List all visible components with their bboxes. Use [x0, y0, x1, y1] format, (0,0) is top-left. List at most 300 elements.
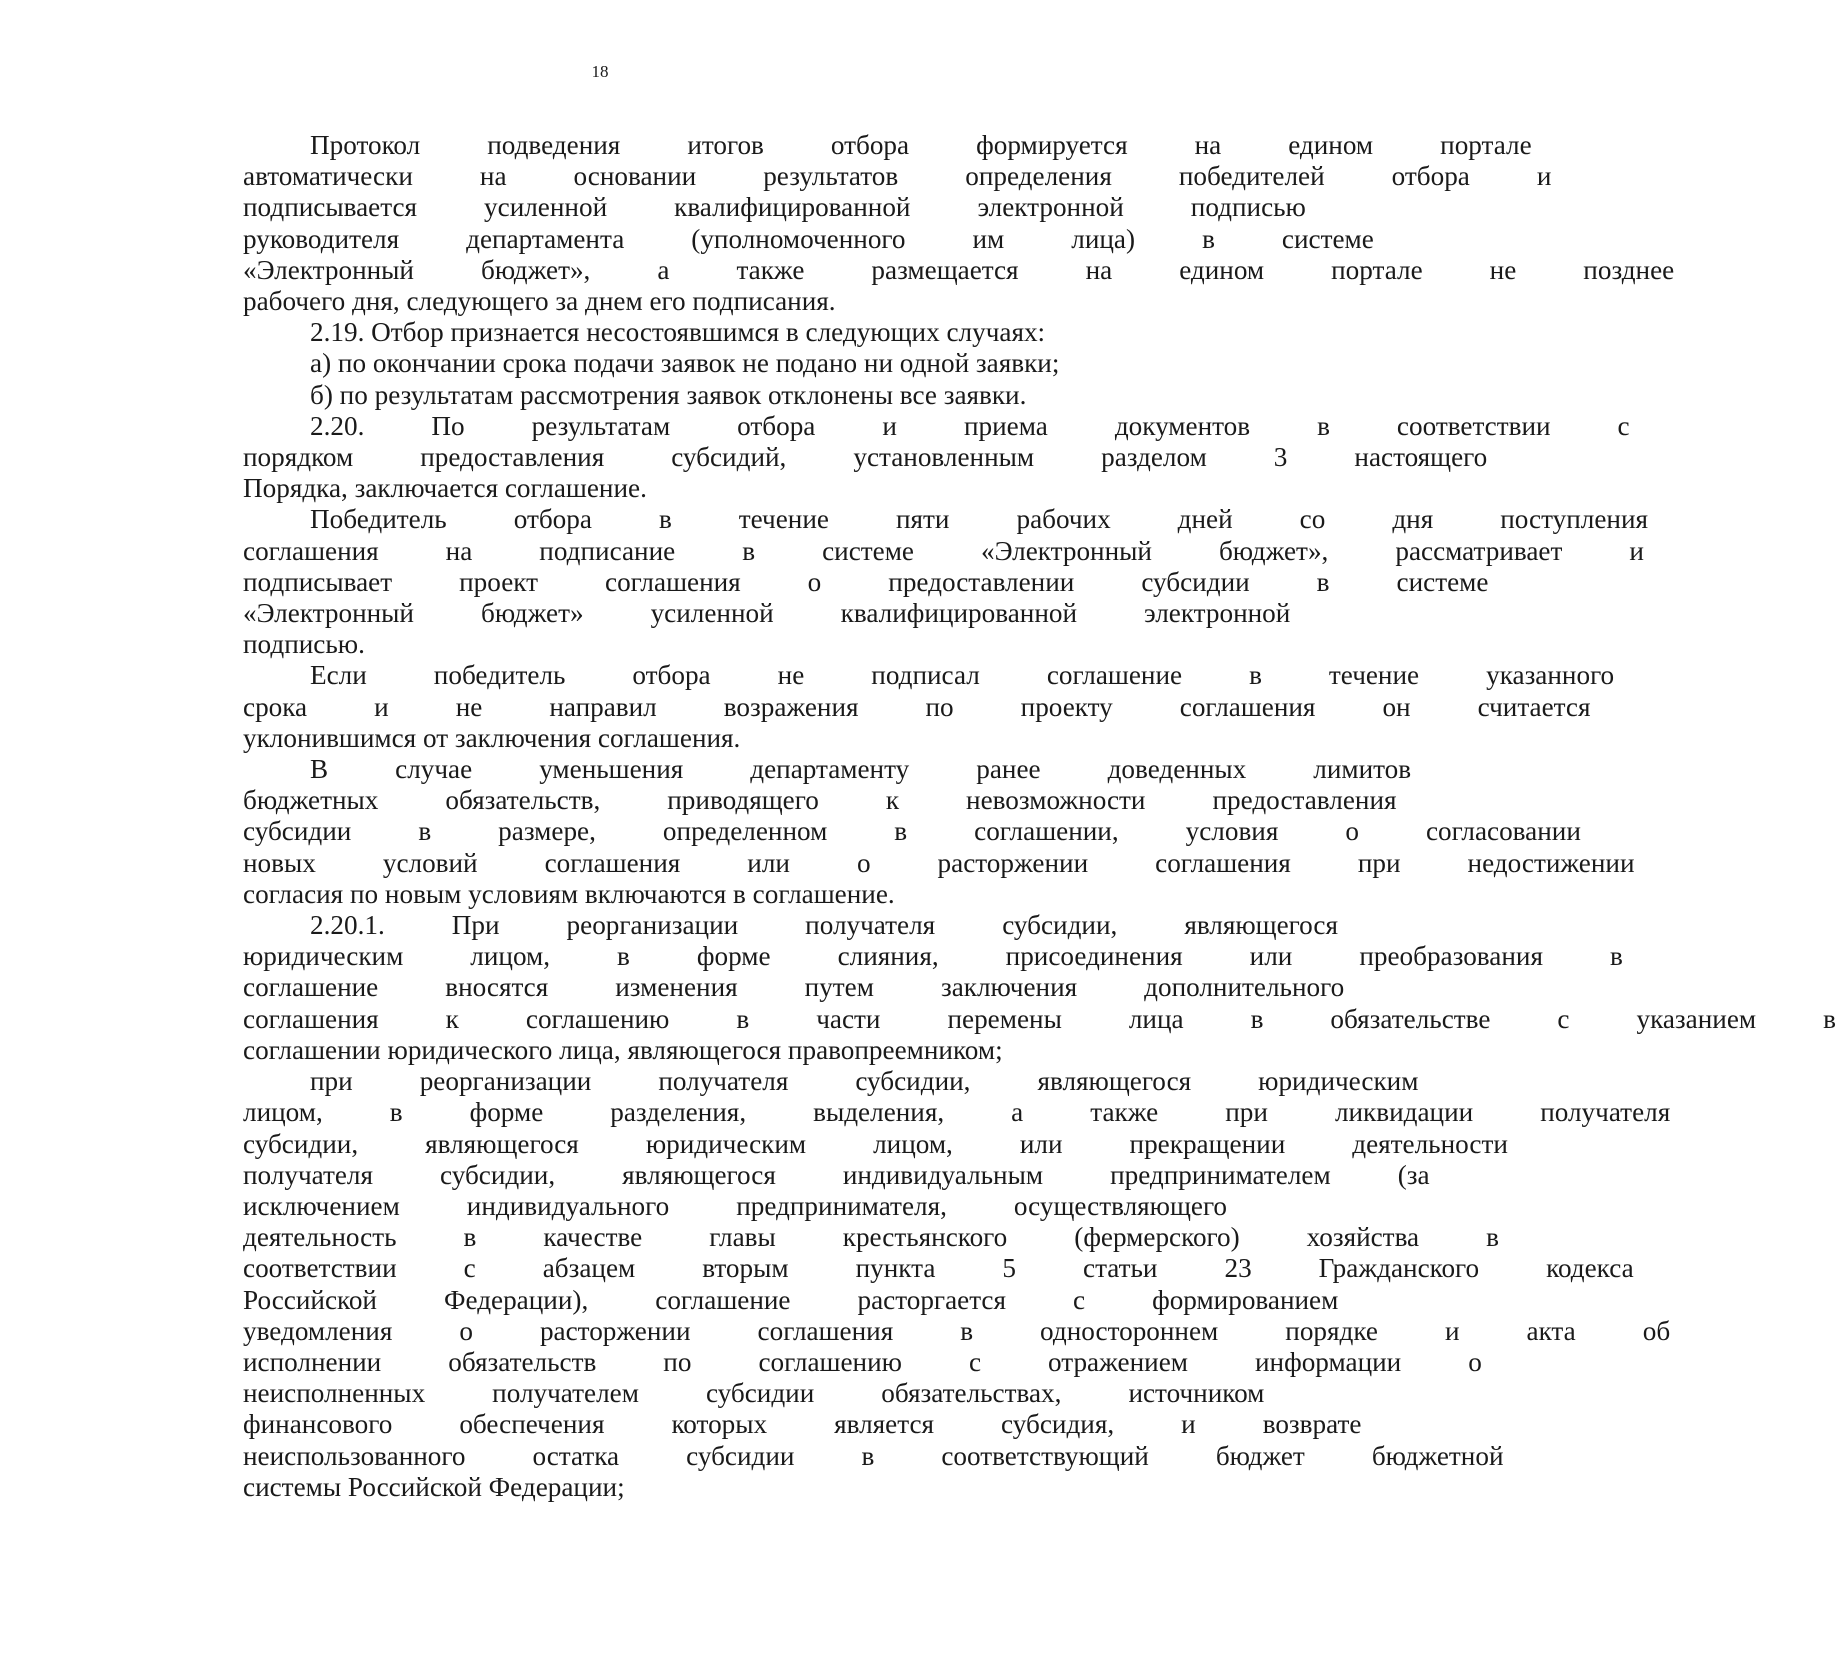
word: слияния,: [837, 941, 939, 972]
word: установленным: [853, 442, 1035, 473]
word: субсидии,: [855, 1066, 971, 1097]
word: По: [431, 410, 465, 441]
word: бюджет»,: [480, 254, 591, 285]
word: со: [1299, 504, 1326, 535]
word: в: [1202, 223, 1215, 254]
word: системе: [822, 535, 914, 566]
word: департамента: [466, 223, 625, 254]
word: возражения: [723, 691, 859, 722]
text-line: 2.19. Отбор признается несостоявшимся в следующих случаях:: [310, 317, 1046, 348]
word: автоматически: [243, 161, 413, 192]
word: форме: [469, 1097, 544, 1128]
word: Победитель: [310, 504, 447, 535]
word: бюджетной: [1371, 1440, 1504, 1471]
word: подписал: [871, 660, 980, 691]
word: разделения,: [610, 1097, 747, 1128]
document-body: [176, 130, 1836, 1503]
word: заключения: [940, 972, 1078, 1003]
word: статьи: [1083, 1253, 1158, 1284]
word: в: [418, 816, 432, 847]
text-line: б) по результатам рассмотрения заявок отклонены все заявки.: [310, 379, 1027, 410]
word: предоставления: [1212, 785, 1397, 816]
word: в: [389, 1097, 403, 1128]
word: в: [658, 504, 672, 535]
word: соглашение: [655, 1284, 791, 1315]
word: не: [455, 691, 483, 722]
word: уменьшения: [539, 754, 684, 785]
word: соглашению: [525, 1003, 670, 1034]
word: соглашения: [757, 1315, 894, 1346]
word: или: [1019, 1128, 1063, 1159]
word: Российской: [243, 1284, 377, 1315]
word: реорганизации: [566, 910, 739, 941]
word: при: [1225, 1097, 1268, 1128]
text-line: [176, 1190, 1228, 1222]
word: департаменту: [750, 754, 910, 785]
word: расторжении: [539, 1315, 691, 1346]
word: акта: [1526, 1315, 1576, 1346]
word: предоставления: [420, 442, 605, 473]
word: формированием: [1152, 1284, 1339, 1315]
word: к: [445, 1003, 459, 1034]
word: результатов: [763, 161, 899, 192]
word: отбора: [513, 504, 592, 535]
word: подписывается: [243, 192, 418, 223]
text-line: [176, 535, 1644, 567]
word: течение: [1328, 660, 1420, 691]
word: дополнительного: [1144, 972, 1345, 1003]
word: отбора: [737, 410, 816, 441]
word: подписывает: [243, 566, 393, 597]
text-line: [176, 1409, 1362, 1440]
word: в: [861, 1440, 875, 1471]
word: главы: [709, 1222, 776, 1253]
word: и: [1181, 1409, 1196, 1440]
word: случае: [395, 754, 473, 785]
text-line: [176, 598, 1291, 629]
word: квалифицированной: [840, 598, 1078, 629]
word: исключением: [243, 1190, 400, 1221]
text-line: [176, 1253, 1634, 1284]
word: течение: [738, 504, 829, 535]
word: перемены: [947, 1003, 1062, 1034]
word: лимитов: [1313, 754, 1412, 785]
text-line: Порядка, заключается соглашение.: [243, 473, 647, 504]
word: (уполномоченного: [691, 223, 906, 254]
paragraph-reorg-division: [176, 1066, 1671, 1503]
word: соглашение: [1046, 660, 1183, 691]
word: а: [657, 254, 670, 285]
word: указанием: [1636, 1003, 1757, 1034]
word: обеспечения: [459, 1409, 605, 1440]
word: юридическим: [243, 941, 404, 972]
word: соответствии: [243, 1253, 397, 1284]
word: подписью: [1190, 192, 1306, 223]
text-line: [176, 1128, 1508, 1160]
word: субсидии: [686, 1440, 795, 1471]
word: субсидии: [243, 816, 352, 847]
word: бюджет»: [480, 598, 584, 629]
word: лицом,: [243, 1097, 323, 1128]
word: хозяйства: [1306, 1222, 1420, 1253]
word: или: [747, 847, 790, 878]
word: бюджет»,: [1218, 535, 1329, 566]
word: при: [310, 1066, 353, 1097]
word: едином: [1179, 254, 1265, 285]
word: информации: [1255, 1346, 1402, 1377]
word: которых: [671, 1409, 768, 1440]
word: обязательстве: [1330, 1003, 1491, 1034]
word: победителей: [1178, 161, 1325, 192]
page-number: 18: [591, 62, 609, 81]
word: субсидии: [1141, 566, 1250, 597]
word: бюджетных: [243, 785, 379, 816]
word: о: [807, 566, 822, 597]
word: пяти: [895, 504, 950, 535]
word: являющегося: [425, 1128, 579, 1159]
word: соглашения: [544, 847, 681, 878]
word: В: [310, 754, 329, 785]
word: соглашения: [243, 535, 379, 566]
word: осуществляющего: [1013, 1190, 1228, 1221]
word: недостижении: [1467, 847, 1635, 878]
word: и: [1629, 535, 1644, 566]
word: качестве: [543, 1222, 643, 1253]
word: основании: [573, 161, 697, 192]
text-line: [176, 691, 1591, 723]
word: индивидуального: [466, 1190, 670, 1221]
word: присоединения: [1005, 941, 1183, 972]
word: в: [736, 1003, 750, 1034]
word: результатам: [531, 410, 671, 441]
word: лицом,: [470, 941, 551, 972]
word: субсидий,: [671, 442, 787, 473]
word: рабочих: [1016, 504, 1111, 535]
word: кодекса: [1546, 1253, 1634, 1284]
word: Если: [310, 660, 367, 691]
word: дней: [1177, 504, 1233, 535]
word: в: [1250, 1003, 1264, 1034]
word: не: [777, 660, 805, 691]
text-line: [176, 816, 1581, 847]
word: также: [736, 254, 805, 285]
text-line: [176, 223, 1374, 255]
word: доведенных: [1107, 754, 1247, 785]
word: получателя: [1540, 1097, 1671, 1128]
word: определения: [965, 161, 1112, 192]
word: в: [1249, 660, 1262, 691]
word: являющегося: [1184, 910, 1338, 941]
word: портале: [1331, 254, 1423, 285]
text-line: [176, 910, 1338, 941]
word: исполнении: [243, 1346, 382, 1377]
text-line: [176, 410, 1630, 442]
word: 3: [1273, 442, 1288, 473]
word: на: [445, 535, 473, 566]
word: указанного: [1486, 660, 1615, 691]
text-line: [176, 1222, 1499, 1253]
word: бюджет: [1215, 1440, 1305, 1471]
word: подведения: [487, 130, 621, 160]
word: едином: [1288, 130, 1374, 160]
word: форме: [696, 941, 771, 972]
word: системе: [1396, 566, 1489, 597]
text-line: [176, 192, 1306, 223]
word: определенном: [662, 816, 828, 847]
word: уведомления: [243, 1315, 393, 1346]
word: о: [1468, 1346, 1482, 1377]
word: условий: [382, 847, 478, 878]
word: размещается: [871, 254, 1019, 285]
word: не: [1489, 254, 1517, 285]
word: Протокол: [310, 130, 421, 160]
word: считается: [1477, 691, 1591, 722]
paragraph-p-2-19: [176, 317, 1102, 348]
word: (за: [1397, 1159, 1430, 1190]
word: соглашения: [243, 1003, 379, 1034]
word: проект: [459, 566, 538, 597]
word: и: [1536, 161, 1552, 192]
word: рассматривает: [1395, 535, 1563, 566]
word: соглашения: [1179, 691, 1316, 722]
word: части: [816, 1003, 881, 1034]
word: возврате: [1262, 1409, 1362, 1440]
word: разделом: [1101, 442, 1207, 473]
word: субсидия,: [1001, 1409, 1115, 1440]
word: 5: [1002, 1253, 1016, 1284]
word: системе: [1281, 223, 1374, 254]
word: неисполненных: [243, 1378, 426, 1409]
word: получателем: [492, 1378, 639, 1409]
word: соглашению: [758, 1346, 902, 1377]
word: соответствии: [1396, 410, 1551, 441]
word: предпринимателя,: [736, 1190, 947, 1221]
word: на: [1085, 254, 1113, 285]
word: настоящего: [1354, 442, 1488, 473]
text-line: [176, 660, 1615, 691]
word: является: [834, 1409, 935, 1440]
text-line: [176, 785, 1397, 816]
text-line: [176, 1378, 1265, 1409]
word: соответствующий: [941, 1440, 1149, 1471]
word: и: [882, 410, 897, 441]
word: выделения,: [813, 1097, 945, 1128]
word: отражением: [1048, 1346, 1188, 1377]
word: позднее: [1583, 254, 1675, 285]
word: обязательств: [448, 1346, 597, 1377]
text-line: [176, 1315, 1671, 1347]
word: в: [894, 816, 908, 847]
word: деятельности: [1352, 1128, 1508, 1159]
text-line: [176, 1159, 1430, 1191]
word: лица): [1071, 223, 1136, 254]
text-line: [176, 130, 1532, 161]
word: проекту: [1020, 691, 1113, 722]
word: отбора: [1391, 161, 1470, 192]
word: обязательств,: [445, 785, 601, 816]
word: вторым: [702, 1253, 789, 1284]
text-line: [176, 847, 1635, 879]
word: им: [972, 223, 1005, 254]
word: при: [1357, 847, 1401, 878]
word: с: [1617, 410, 1630, 441]
word: отбора: [830, 130, 910, 160]
word: порядке: [1285, 1315, 1378, 1346]
word: субсидии,: [243, 1128, 359, 1159]
word: получателя: [805, 910, 936, 941]
word: руководителя: [243, 223, 400, 254]
word: с: [1557, 1003, 1570, 1034]
word: документов: [1114, 410, 1251, 441]
text-line: соглашении юридического лица, являющегося правопреемником;: [243, 1034, 1003, 1065]
word: субсидии: [705, 1378, 815, 1409]
word: путем: [804, 972, 874, 1003]
word: направил: [549, 691, 657, 722]
word: о: [1345, 816, 1359, 847]
word: соглашения: [1155, 847, 1291, 878]
word: размере,: [498, 816, 596, 847]
word: лица: [1128, 1003, 1184, 1034]
text-line: подписью.: [243, 629, 365, 660]
word: 23: [1224, 1253, 1252, 1284]
word: согласовании: [1425, 816, 1581, 847]
word: остатка: [532, 1440, 620, 1471]
text-line: [176, 442, 1488, 473]
word: обязательствах,: [881, 1378, 1062, 1409]
text-line: [176, 1097, 1671, 1128]
word: соглашении,: [974, 816, 1119, 847]
word: преобразования: [1359, 941, 1543, 972]
word: реорганизации: [419, 1066, 592, 1097]
text-line: системы Российской Федерации;: [243, 1471, 625, 1502]
word: поступления: [1500, 504, 1649, 535]
word: Гражданского: [1318, 1253, 1480, 1284]
word: с: [968, 1346, 982, 1377]
word: одностороннем: [1040, 1315, 1219, 1346]
paragraph-p-2-20: [176, 410, 1630, 505]
word: в: [1486, 1222, 1499, 1253]
word: условия: [1185, 816, 1279, 847]
word: абзацем: [542, 1253, 636, 1284]
word: расторгается: [857, 1284, 1006, 1315]
word: ранее: [976, 754, 1041, 785]
word: он: [1382, 691, 1411, 722]
word: в: [1609, 941, 1623, 972]
word: приема: [963, 410, 1048, 441]
word: по: [663, 1346, 692, 1377]
text-line: [176, 1440, 1504, 1472]
text-line: [176, 161, 1552, 192]
word: ликвидации: [1334, 1097, 1474, 1128]
word: на: [479, 161, 507, 192]
word: пункта: [855, 1253, 936, 1284]
word: прекращении: [1129, 1128, 1286, 1159]
word: в: [463, 1222, 477, 1253]
word: вносятся: [445, 972, 549, 1003]
word: портале: [1440, 130, 1532, 160]
word: электронной: [977, 192, 1124, 223]
word: порядком: [243, 442, 354, 473]
paragraph-p-2-19-a: [176, 348, 1102, 379]
word: в: [960, 1315, 974, 1346]
word: также: [1090, 1097, 1159, 1128]
word: финансового: [243, 1409, 393, 1440]
word: в: [1823, 1003, 1836, 1034]
text-line: согласия по новым условиям включаются в соглашение.: [243, 878, 895, 909]
word: в: [1317, 410, 1330, 441]
word: по: [925, 691, 954, 722]
word: дня: [1392, 504, 1434, 535]
word: и: [1444, 1315, 1460, 1346]
word: деятельность: [243, 1222, 397, 1253]
paragraph-p-2-20-1: [176, 910, 1836, 1066]
word: в: [1316, 566, 1330, 597]
text-line: [176, 1346, 1482, 1378]
word: являющегося: [1037, 1066, 1192, 1097]
word: невозможности: [966, 785, 1146, 816]
word: «Электронный: [243, 598, 414, 629]
text-line: [176, 972, 1345, 1003]
word: 2.20.: [310, 410, 365, 441]
text-line: [176, 941, 1623, 972]
word: предпринимателем: [1110, 1159, 1331, 1190]
word: с: [1073, 1284, 1086, 1315]
word: в: [742, 535, 756, 566]
paragraph-limits: [176, 754, 1635, 910]
word: неиспользованного: [243, 1440, 466, 1471]
paragraph-not-signed: [176, 660, 1615, 754]
word: субсидии,: [1002, 910, 1118, 941]
word: (фермерского): [1074, 1222, 1240, 1253]
word: с: [463, 1253, 476, 1284]
word: соглашения: [605, 566, 741, 597]
word: а: [1011, 1097, 1024, 1128]
word: квалифицированной: [674, 192, 911, 223]
word: получателя: [243, 1159, 374, 1190]
word: 2.20.1.: [310, 910, 385, 941]
word: субсидии,: [440, 1159, 556, 1190]
text-line: [176, 566, 1489, 598]
word: юридическим: [645, 1128, 807, 1159]
text-line: рабочего дня, следующего за днем его подписания.: [243, 286, 836, 317]
text-line: [176, 1066, 1419, 1097]
word: приводящего: [667, 785, 819, 816]
word: лицом,: [873, 1128, 953, 1159]
word: и: [374, 691, 389, 722]
word: предоставлении: [888, 566, 1075, 597]
word: расторжении: [937, 847, 1089, 878]
word: электронной: [1144, 598, 1291, 629]
word: на: [1194, 130, 1222, 160]
paragraph-protocol: [176, 130, 1675, 317]
word: получателя: [658, 1066, 789, 1097]
word: о: [856, 847, 871, 878]
word: к: [885, 785, 900, 816]
text-line: а) по окончании срока подачи заявок не подано ни одной заявки;: [310, 348, 1060, 379]
text-line: [176, 504, 1649, 535]
word: «Электронный: [980, 535, 1152, 566]
word: индивидуальным: [842, 1159, 1044, 1190]
text-line: [176, 1003, 1836, 1035]
word: победитель: [433, 660, 566, 691]
text-line: уклонившимся от заключения соглашения.: [243, 722, 741, 753]
word: изменения: [615, 972, 738, 1003]
word: «Электронный: [243, 254, 414, 285]
word: При: [451, 910, 500, 941]
paragraph-winner: [176, 504, 1649, 660]
word: новых: [243, 847, 316, 878]
word: срока: [243, 691, 308, 722]
